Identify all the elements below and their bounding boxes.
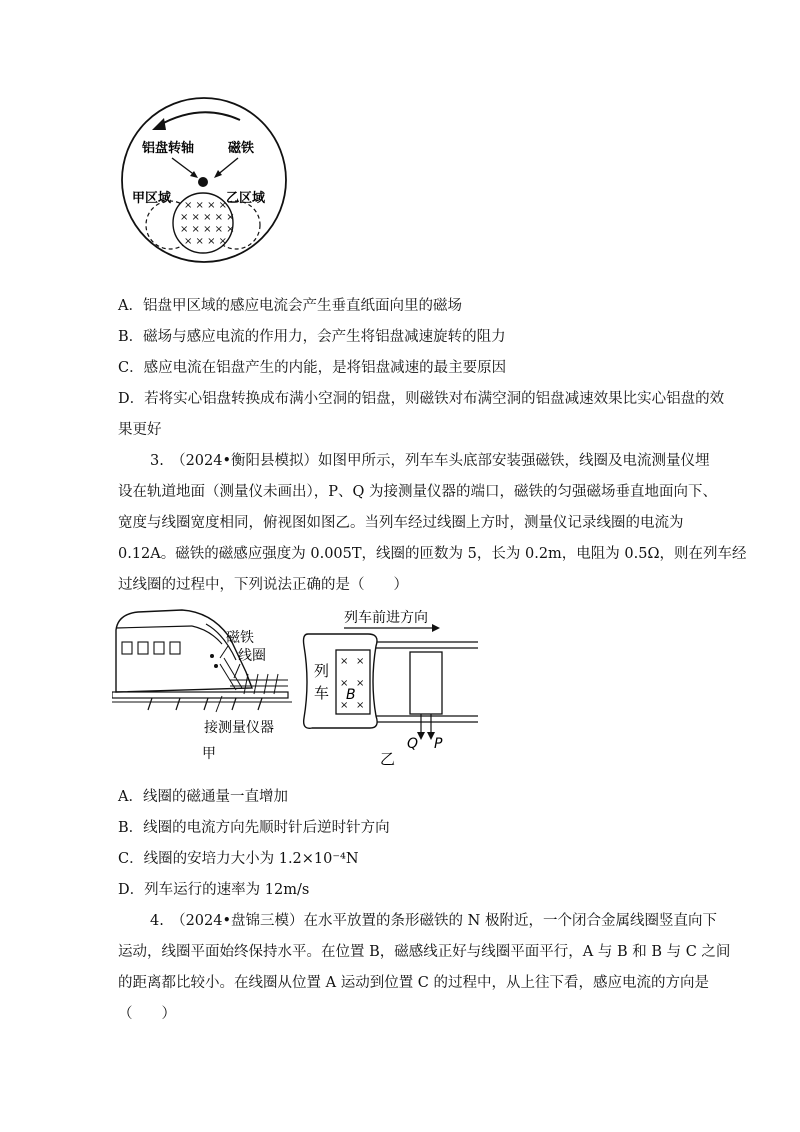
q3-option-d: D．列车运行的速率为 12m/s <box>118 882 310 898</box>
q2-option-c: C．感应电流在铝盘产生的内能，是将铝盘减速的最主要原因 <box>118 360 507 376</box>
svg-text:×: × <box>340 700 349 711</box>
q3-stem-line-1: 3. （2024•衡阳县模拟）如图甲所示，列车车头底部安装强磁铁，线圈及电流测量仪埋 <box>150 453 710 469</box>
label-Q: Q <box>407 736 419 752</box>
label-region-b: 乙区域 <box>226 191 266 206</box>
label-coil-jia: 线圈 <box>238 648 266 664</box>
q3-option-b: B．线圈的电流方向先顺时针后逆时针方向 <box>118 820 390 836</box>
rail-track <box>112 692 288 698</box>
q2-option-a: A．铝盘甲区域的感应电流会产生垂直纸面向里的磁场 <box>118 298 462 314</box>
train-figure-jia <box>112 604 302 764</box>
caption-jia: 甲 <box>202 746 216 762</box>
q2-option-d-continued: 果更好 <box>118 422 162 438</box>
svg-text:×: × <box>356 678 365 689</box>
magnetic-field-crosses <box>180 200 235 247</box>
caption-yi: 乙 <box>380 750 396 768</box>
svg-text:× × × × ×: × × × × × <box>180 212 235 223</box>
rotation-arrow <box>158 112 240 126</box>
rotation-arrowhead <box>152 118 166 130</box>
svg-text:×: × <box>340 656 349 667</box>
axis-dot <box>198 177 208 187</box>
label-train-char2: 车 <box>314 684 330 702</box>
svg-text:× × × ×: × × × × <box>184 236 228 247</box>
q4-stem-line-1: 4. （2024•盘锦三模）在水平放置的条形磁铁的 N 极附近，一个闭合金属线圈竖直向下 <box>150 913 717 929</box>
label-region-a: 甲区域 <box>132 191 172 206</box>
q2-option-d: D．若将实心铝盘转换成布满小空洞的铝盘，则磁铁对布满空洞的铝盘减速效果比实心铝盘的效 <box>118 391 725 407</box>
q4-stem-line-4: （ ） <box>118 1006 176 1022</box>
top-view-figure-yi <box>300 606 485 772</box>
q3-option-c: C．线圈的安培力大小为 1.2×10⁻⁴N <box>118 851 359 867</box>
label-direction-yi: 列车前进方向 <box>344 610 428 626</box>
q3-stem-line-4: 0.12A。磁铁的磁感应强度为 0.005T，线圈的匝数为 5，长为 0.2m，电阻为 0.5Ω，则在列车经 <box>118 546 747 562</box>
label-axis: 铝盘转轴 <box>142 141 195 156</box>
svg-text:×: × <box>356 700 365 711</box>
label-train-char1: 列 <box>314 662 330 680</box>
label-B: B <box>346 687 356 703</box>
q4-stem-line-3: 的距离都比较小。在线圈从位置 A 运动到位置 C 的过程中，从上往下看，感应电流的方向是 <box>118 975 709 991</box>
q4-stem-line-2: 运动，线圈平面始终保持水平。在位置 B，磁感线正好与线圈平面平行，A 与 B 和 B 与 C 之间 <box>118 944 731 960</box>
svg-text:× × × × ×: × × × × × <box>180 224 235 235</box>
label-magnet: 磁铁 <box>228 141 255 156</box>
q3-option-a: A．线圈的磁通量一直增加 <box>118 789 288 805</box>
svg-text:× × × ×: × × × × <box>184 200 228 211</box>
label-P: P <box>434 736 443 752</box>
svg-text:×: × <box>356 656 365 667</box>
label-instrument-jia: 接测量仪器 <box>204 720 274 736</box>
aluminum-disc-figure <box>120 90 290 270</box>
q3-stem-line-3: 宽度与线圈宽度相同，俯视图如图乙。当列车经过线圈上方时，测量仪记录线圈的电流为 <box>118 515 684 531</box>
coil-box <box>410 652 442 714</box>
q3-stem-line-5: 过线圈的过程中，下列说法正确的是（ ） <box>118 577 408 593</box>
label-magnet-jia: 磁铁 <box>226 630 254 646</box>
q2-option-b: B．磁场与感应电流的作用力，会产生将铝盘减速旋转的阻力 <box>118 329 506 345</box>
svg-text:×: × <box>340 678 349 689</box>
q3-stem-line-2: 设在轨道地面（测量仪未画出），P、Q 为接测量仪器的端口，磁铁的匀强磁场垂直地面向下、 <box>118 484 717 500</box>
